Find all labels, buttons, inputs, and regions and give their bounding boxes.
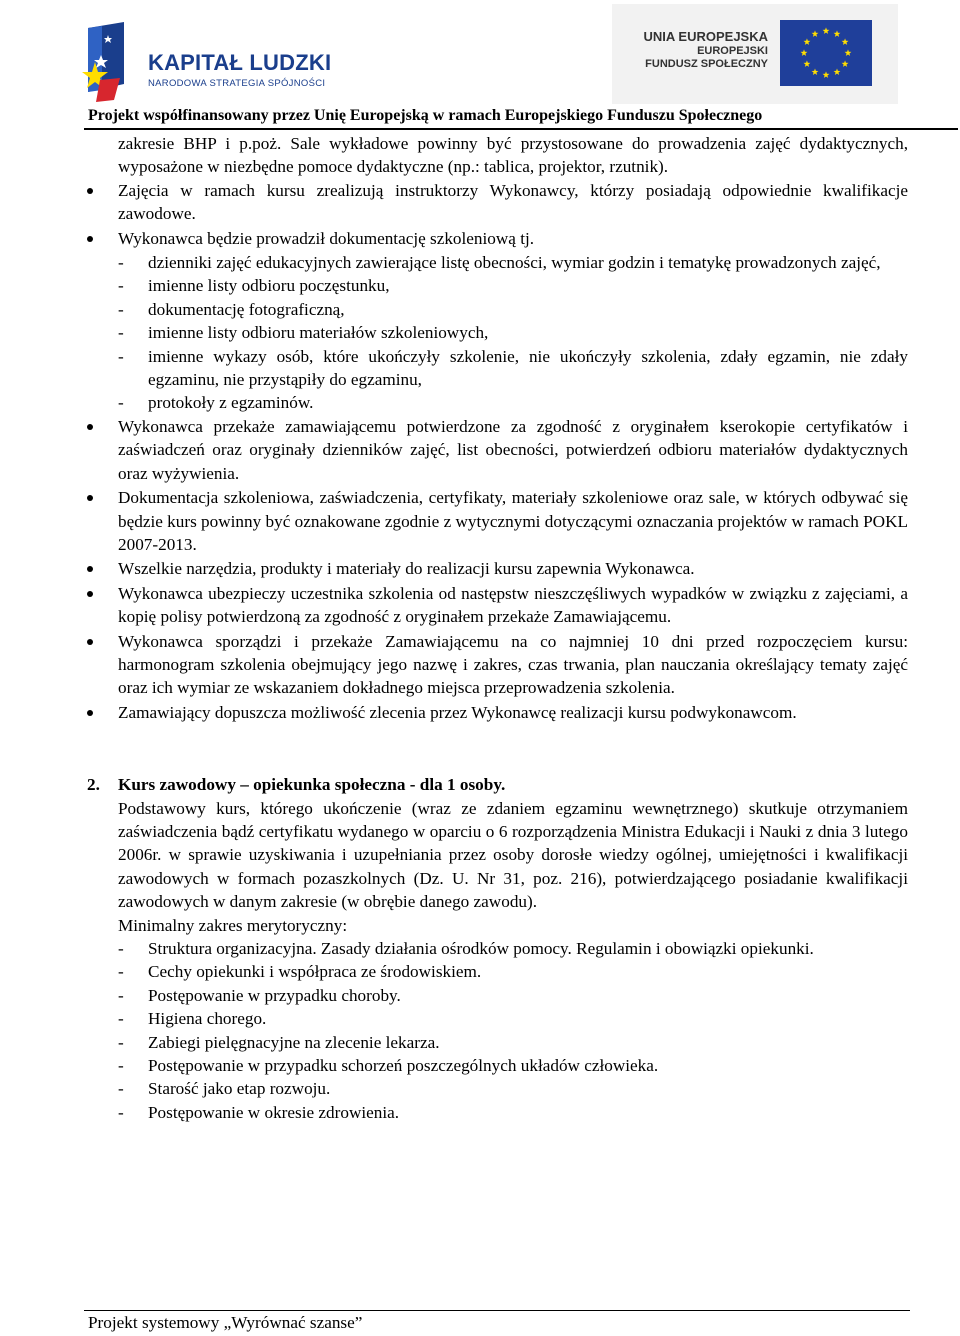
- bullet-text: Wykonawca przekaże zamawiającemu potwierdzone za zgodność z oryginałem kserokopie certyfikatów i zaświadczeń oraz oryginały dzienników zajęć, list obecności, potwierdzeń odbioru materiałów dydaktycznych oraz wyżywienia.: [118, 416, 908, 483]
- bullet-copies: [118, 415, 908, 485]
- documentation-list: [118, 251, 908, 415]
- bullet-text: Zajęcia w ramach kursu zrealizują instruktorzy Wykonawcy, którzy posiadają odpowiednie kwalifikacje zawodowe.: [118, 180, 908, 224]
- bullet-dot-icon: [87, 495, 93, 501]
- bullet-text: Wykonawca będzie prowadził dokumentację szkoleniową tj.: [118, 228, 535, 248]
- bullet-dot-icon: [87, 424, 93, 430]
- list-item: - Zabiegi pielęgnacyjne na zlecenie lekarza.: [118, 1031, 908, 1054]
- bullet-text: Dokumentacja szkoleniowa, zaświadczenia, certyfikaty, materiały szkoleniowe oraz sale, w których odbywać się będzie kurs powinny być oznakowane zgodnie z wytycznymi dotyczącymi oznaczania projektów w ramach POKL 2007-2013.: [118, 488, 908, 554]
- header-divider: [84, 128, 958, 130]
- bullet-tools: [118, 557, 908, 580]
- bullet-dot-icon: [87, 591, 93, 597]
- list-item-text: Postępowanie w przypadku schorzeń poszczególnych układów człowieka.: [148, 1056, 659, 1076]
- footer-text: Projekt systemowy „Wyrównać szanse”: [88, 1313, 363, 1332]
- kapital-ludzki-logo: [80, 20, 340, 105]
- list-item-text: imienne listy odbioru materiałów szkoleniowych,: [148, 323, 489, 343]
- list-item: - Cechy opiekunki i współpraca ze środowiskiem.: [118, 960, 908, 983]
- bullet-instructors: [118, 179, 908, 226]
- list-item: - Struktura organizacyjna. Zasady działania ośrodków pomocy. Regulamin i obowiązki opiekunki.: [118, 937, 908, 960]
- list-item-text: Cechy opiekunki i współpraca ze środowiskiem.: [148, 962, 482, 982]
- list-item: - Postępowanie w przypadku schorzeń poszczególnych układów człowieka.: [118, 1054, 908, 1077]
- bullet-dot-icon: [87, 710, 93, 716]
- list-item: - imienne listy odbioru poczęstunku,: [118, 274, 908, 297]
- list-item-text: dokumentację fotograficzną,: [148, 299, 345, 319]
- list-item-text: Higiena chorego.: [148, 1009, 267, 1029]
- bullet-text: Wykonawca ubezpieczy uczestnika szkolenia od następstw nieszczęśliwych wypadków w związku z zajęciami, a kopię polisy potwierdzoną za zgodność z oryginałem przekaże Zamawiającemu.: [118, 583, 908, 627]
- section-title: Kurs zawodowy – opiekunka społeczna - dla 1 osoby.: [118, 775, 506, 795]
- list-item-text: Postępowanie w okresie zdrowienia.: [148, 1102, 400, 1122]
- document-body: [87, 132, 908, 1124]
- list-item-text: Starość jako etap rozwoju.: [148, 1079, 331, 1099]
- list-item-text: Struktura organizacyjna. Zasady działania ośrodków pomocy. Regulamin i obowiązki opiekunki.: [148, 939, 814, 958]
- bullet-dot-icon: [87, 188, 93, 194]
- list-item-text: Zabiegi pielęgnacyjne na zlecenie lekarza.: [148, 1032, 440, 1052]
- section-2-paragraph: Podstawowy kurs, którego ukończenie (wraz ze zdaniem egzaminu wewnętrznego) skutkuje otrzymaniem zaświadczenia bądź certyfikatu wydanego w oparciu o 6 rozporządzenia Ministra Edukacji i Nauki z dnia 3 lutego 2006r. w sprawie uzyskiwania i uzupełniania przez osoby dorosłe wiedzy ogólnej, umiejętności i kwalifikacji zawodowych w formach pozaszkolnych (Dz. U. Nr 31, poz. 216), potwierdzającego posiadanie kwalifikacji zawodowych w danym zakresie (w obrębie danego zawodu).: [118, 798, 908, 912]
- scope-list: [118, 937, 908, 1124]
- bullet-text: Wykonawca sporządzi i przekaże Zamawiającemu na co najmniej 10 dni przed rozpoczęciem kursu: harmonogram szkolenia obejmujący jego nazwę i zakres, czas trwania, plan nauczania określający tematy zajęć oraz ich wymiar ze wskazaniem dokładnego miejsca przeprowadzenia szkolenia.: [118, 631, 908, 698]
- list-item-text: protokoły z egzaminów.: [148, 393, 314, 413]
- intro-paragraph: zakresie BHP i p.poż. Sale wykładowe powinny być przystosowane do prowadzenia zajęć dydaktycznych, wyposażone w niezbędne pomoce dydaktyczne (np.: tablica, projektor, rzutnik).: [118, 134, 908, 177]
- eu-line-2: EUROPEJSKI: [697, 44, 768, 57]
- list-item: - imienne wykazy osób, które ukończyły szkolenie, nie ukończyły szkolenia, zdały egzamin, nie zdały egzaminu, nie przystąpiły do egzaminu,: [118, 345, 908, 392]
- bullet-dot-icon: [87, 639, 93, 645]
- bullet-text: Zamawiający dopuszcza możliwość zlecenia przez Wykonawcę realizacji kursu podwykonawcom.: [118, 702, 797, 722]
- list-item: - Postępowanie w przypadku choroby.: [118, 984, 908, 1007]
- list-item-text: imienne listy odbioru poczęstunku,: [148, 276, 390, 296]
- bullet-dot-icon: [87, 236, 93, 242]
- list-item: - dokumentację fotograficzną,: [118, 298, 908, 321]
- eu-line-1: UNIA EUROPEJSKA: [643, 29, 768, 44]
- bullet-schedule: [118, 630, 908, 700]
- bullet-insurance: [118, 582, 908, 629]
- kapital-ludzki-title: KAPITAŁ LUDZKI: [148, 50, 332, 75]
- bullet-text: Wszelkie narzędzia, produkty i materiały do realizacji kursu zapewnia Wykonawca.: [118, 559, 695, 579]
- scope-label: Minimalny zakres merytoryczny:: [118, 915, 348, 935]
- section-2-heading: [87, 773, 908, 796]
- list-item-text: dzienniki zajęć edukacyjnych zawierające listę obecności, wymiar godzin i tematykę prowadzonych zajęć,: [148, 253, 881, 273]
- eu-efs-logo: [612, 4, 898, 104]
- bullet-marking: [118, 486, 908, 556]
- list-item: - imienne listy odbioru materiałów szkoleniowych,: [118, 321, 908, 344]
- eu-flag-icon: [780, 20, 872, 86]
- list-item: - Starość jako etap rozwoju.: [118, 1077, 908, 1100]
- kapital-ludzki-emblem-icon: [80, 20, 140, 105]
- bullet-documentation: [118, 227, 908, 250]
- eu-logo-text: [640, 30, 768, 70]
- list-item: - protokoły z egzaminów.: [118, 391, 908, 414]
- page-header: [0, 0, 960, 130]
- footer-divider: [84, 1310, 910, 1311]
- list-item: - Higiena chorego.: [118, 1007, 908, 1030]
- list-item: - dzienniki zajęć edukacyjnych zawierające listę obecności, wymiar godzin i tematykę prowadzonych zajęć,: [118, 251, 908, 274]
- cofinancing-banner: Projekt współfinansowany przez Unię Europejską w ramach Europejskiego Funduszu Społecznego: [88, 107, 763, 124]
- eu-line-3: FUNDUSZ SPOŁECZNY: [645, 57, 768, 70]
- section-number: 2.: [87, 775, 100, 795]
- bullet-dot-icon: [87, 566, 93, 572]
- kapital-ludzki-subtitle: NARODOWA STRATEGIA SPÓJNOŚCI: [148, 78, 326, 89]
- list-item-text: Postępowanie w przypadku choroby.: [148, 985, 401, 1005]
- bullet-subcontract: [118, 701, 908, 724]
- list-item: - Postępowanie w okresie zdrowienia.: [118, 1101, 908, 1124]
- list-item-text: imienne wykazy osób, które ukończyły szkolenie, nie ukończyły szkolenia, zdały egzamin, nie zdały egzaminu, nie przystąpiły do egzaminu,: [148, 346, 908, 390]
